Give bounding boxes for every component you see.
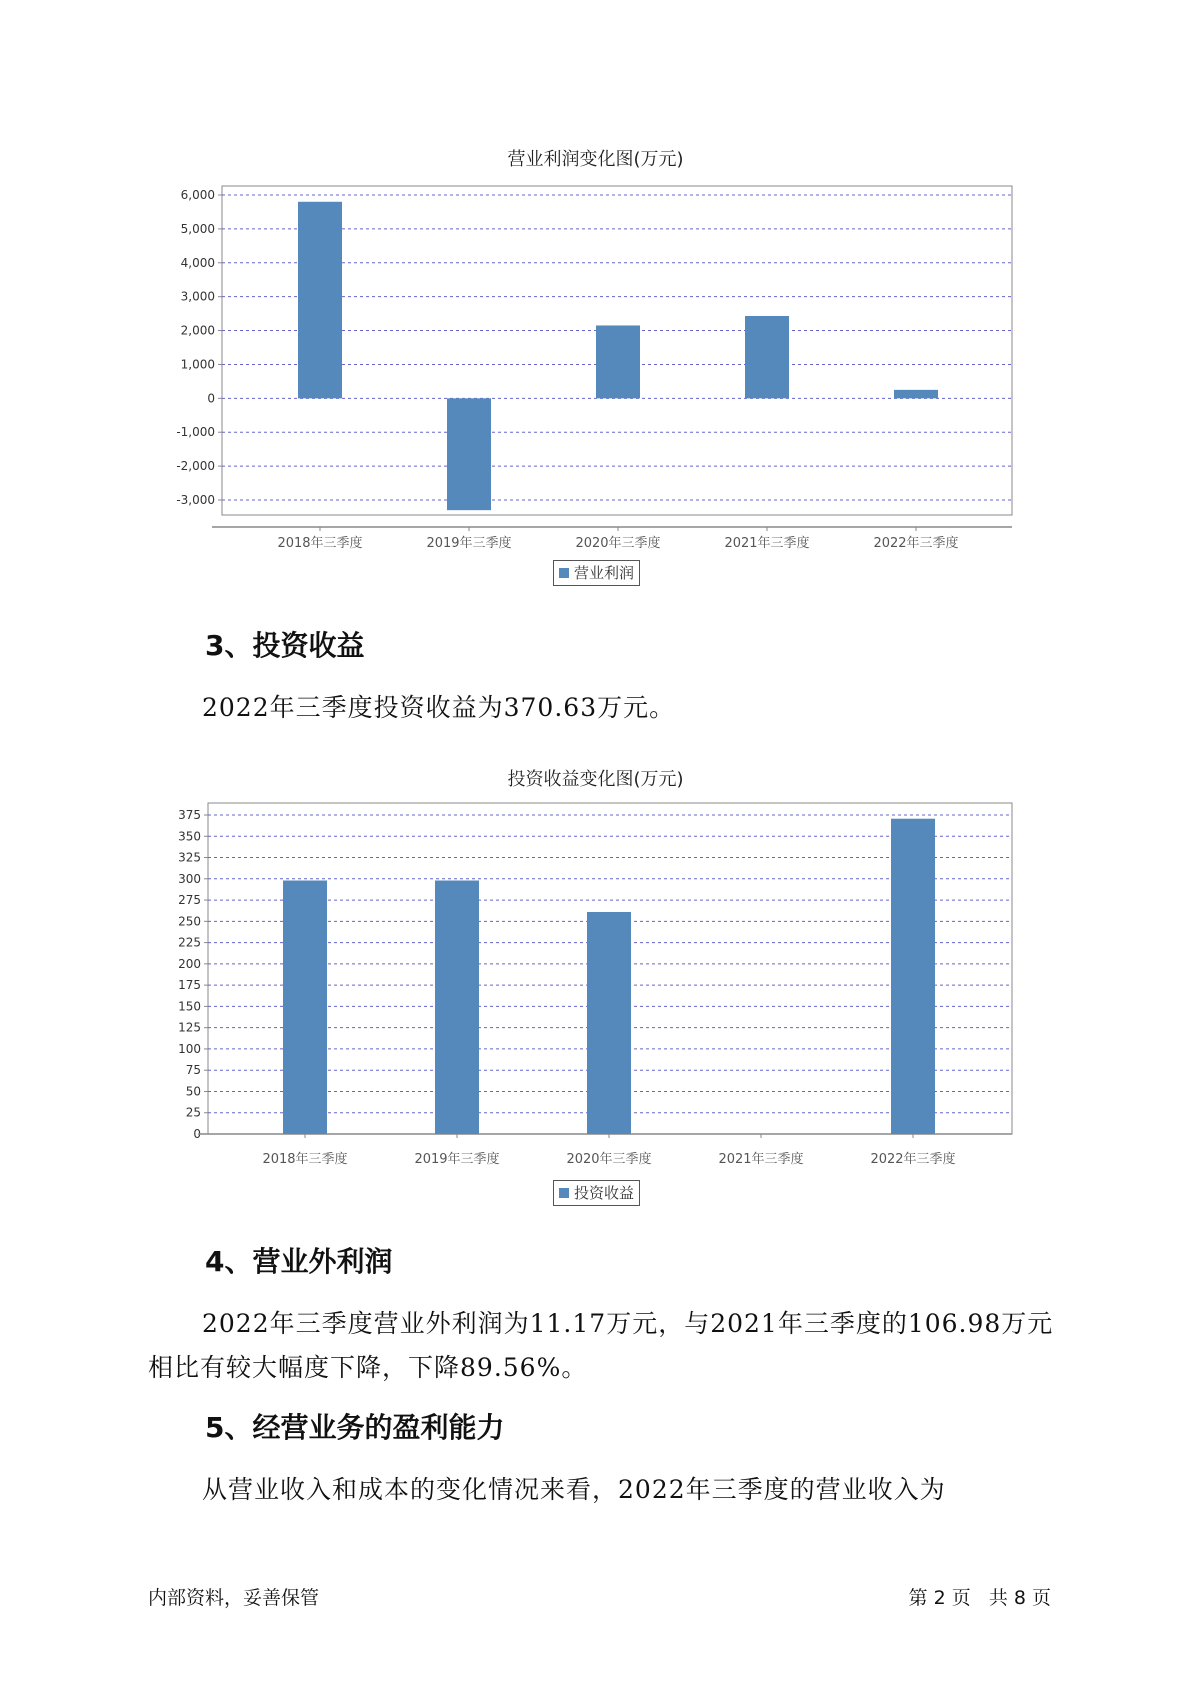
y-tick-label: 225 xyxy=(178,935,201,950)
section-4-line2: 相比有较大幅度下降，下降89.56%。 xyxy=(148,1353,588,1382)
y-tick-label: 1,000 xyxy=(180,357,215,372)
y-tick-label: 4,000 xyxy=(180,255,215,270)
y-tick-label: 200 xyxy=(178,956,201,971)
y-tick-label: 250 xyxy=(178,914,201,929)
x-tick-label: 2018年三季度 xyxy=(262,1152,348,1167)
investment-chart-legend xyxy=(553,1180,640,1206)
y-tick-label: 175 xyxy=(178,978,201,993)
x-tick-label: 2022年三季度 xyxy=(873,536,959,551)
y-tick-label: 325 xyxy=(178,850,201,865)
section-3-text: 2022年三季度投资收益为370.63万元。 xyxy=(202,693,676,722)
y-tick-label: 0 xyxy=(193,1127,201,1141)
investment-chart-title: 投资收益变化图(万元) xyxy=(507,769,684,790)
y-tick-label: 75 xyxy=(185,1063,201,1078)
x-tick-label: 2020年三季度 xyxy=(575,536,661,551)
y-tick-label: -3,000 xyxy=(176,493,215,507)
legend-label: 营业利润 xyxy=(574,564,635,582)
y-tick-label: -1,000 xyxy=(176,425,215,440)
profit-chart-title: 营业利润变化图(万元) xyxy=(507,149,684,170)
y-tick-label: 350 xyxy=(178,829,201,844)
section-4-line1: 2022年三季度营业外利润为11.17万元，与2021年三季度的106.98万元 xyxy=(202,1309,1054,1338)
y-tick-label: 6,000 xyxy=(180,188,215,202)
y-tick-label: 2,000 xyxy=(180,323,215,338)
y-tick-label: 0 xyxy=(207,391,215,406)
y-tick-label: 275 xyxy=(178,893,201,908)
section-3-heading: 3、投资收益 xyxy=(205,629,365,662)
y-tick-label: 100 xyxy=(178,1041,201,1056)
y-tick-label: 150 xyxy=(178,999,201,1014)
x-tick-label: 2021年三季度 xyxy=(724,536,810,551)
section-5-heading: 5、经营业务的盈利能力 xyxy=(205,1411,505,1444)
legend-swatch xyxy=(559,1188,569,1198)
y-tick-label: 50 xyxy=(185,1084,201,1099)
x-tick-label: 2021年三季度 xyxy=(718,1152,804,1167)
x-tick-label: 2019年三季度 xyxy=(414,1152,500,1167)
bar xyxy=(435,881,479,1134)
y-tick-label: 300 xyxy=(178,871,201,886)
y-tick-label: 375 xyxy=(178,808,201,822)
bar xyxy=(587,912,631,1134)
legend-label: 投资收益 xyxy=(574,1184,635,1202)
y-tick-label: -2,000 xyxy=(176,459,215,474)
y-tick-label: 5,000 xyxy=(180,221,215,236)
section-5-text: 从营业收入和成本的变化情况来看，2022年三季度的营业收入为 xyxy=(202,1475,946,1504)
bar xyxy=(283,881,327,1134)
y-tick-label: 25 xyxy=(185,1105,201,1120)
x-tick-label: 2022年三季度 xyxy=(870,1152,956,1167)
y-tick-label: 125 xyxy=(178,1020,201,1035)
x-tick-label: 2019年三季度 xyxy=(426,536,512,551)
section-4-heading: 4、营业外利润 xyxy=(205,1245,393,1278)
y-tick-label: 3,000 xyxy=(180,289,215,304)
footer-confidential: 内部资料，妥善保管 xyxy=(148,1587,320,1609)
x-tick-label: 2020年三季度 xyxy=(566,1152,652,1167)
bar xyxy=(891,819,935,1134)
footer-page-number: 第 2 页 共 8 页 xyxy=(908,1587,1051,1609)
x-tick-label: 2018年三季度 xyxy=(277,536,363,551)
